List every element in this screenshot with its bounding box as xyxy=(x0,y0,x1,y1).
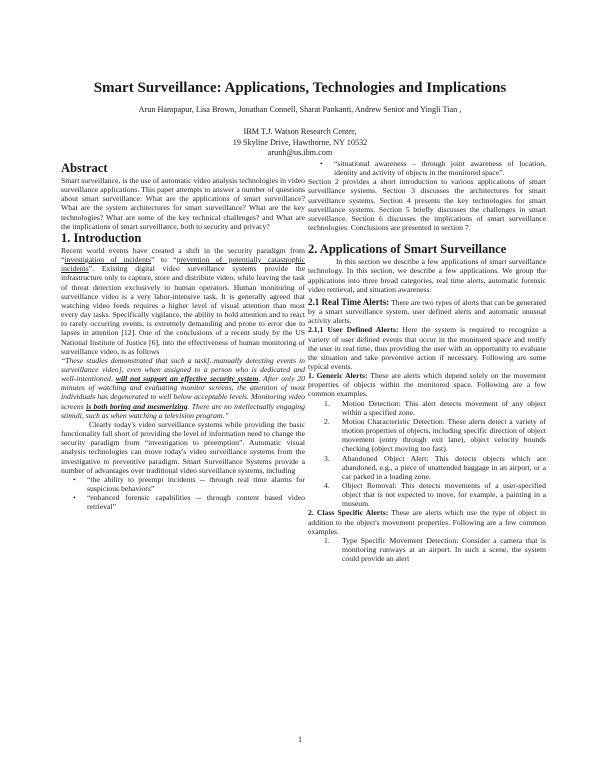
emphasis-text: investigation of incidents xyxy=(64,255,152,265)
affiliation-line: IBM T.J. Watson Research Center, xyxy=(243,127,357,136)
section-paragraph: In this section we describe a few applications of smart surveillance technology. In this section, we describe a few applications. We group the applications into three broad categories, real time alerts, automatic forensic video retrieval, and situation awareness. xyxy=(308,257,546,294)
intro-paragraph: Section 2 provides a short introduction to various applications of smart surveillance systems. Section 3 discusses the architectures for smart surveillance systems. Section 4 presents the key technologies for smart surveillance systems. Section 5 briefly discusses the challenges in smart surveillance. Section 6 discusses the implications of smart surveillance technologies. Conclusions are presented in section 7. xyxy=(308,177,546,233)
intro-paragraph: Clearly today's video surveillance systems while providing the basic functionality fall short of providing the level of information need to change the security paradigm from “investigation to preemption”. Automatic visual analysis technologies can move today's video surveillance systems from the investigative to preventive paradigm. Smart Surveillance Systems provide a number of advantages over traditional video surveillance systems, including xyxy=(61,419,305,475)
paper-title: Smart Surveillance: Applications, Technologies and Implications xyxy=(93,80,507,96)
introduction-heading: 1. Introduction xyxy=(61,230,142,245)
affiliation-line: 19 Skyline Drive, Hawthorne, NY 10532 xyxy=(232,137,368,147)
list-item: • “the ability to preempt incidents -- through real time alarms for suspicious behaviors” xyxy=(61,475,305,493)
abstract-text: Smart surveillance, is the use of automatic video analysis technologies in video surveillance applications. This paper attempts to answer a number of questions about smart surveillance: What are the applications of smart surveillance? What are the system architectures for smart surveillance? What are the key technologies? What are some of the key technical challenges? and What are the implications of smart surveillance, both to security and privacy? xyxy=(61,176,305,231)
list-item: 3. Abandoned Object Alert: This detects objects which are abandoned, e.g., a piece of unattended baggage in an airport, or a car parked in a loading zone. xyxy=(324,453,546,481)
section-paragraph: 2. Class Specific Alerts: These are alerts which use the type of object in addition to the object's movement properties. Following are a few common examples. xyxy=(308,508,547,536)
emphasis-text: prevention of potentially catastrophic incidents xyxy=(61,255,306,274)
block-quote: “These studies demonstrated that such a task[..manually detecting events in surveillance video], even when assigned to a person who is dedicated and well-intentioned, will not support an effective security system. After only 20 minutes of watching and evaluating monitor screens, the attention of most individuals has degenerated to well below acceptable levels. Monitoring video screens is both boring and mesmerizing. There are no intellectually engaging stimuli, such as when watching a television program.” xyxy=(61,355,305,420)
section-paragraph: 2.1 Real Time Alerts: There are two types of alerts that can be generated by a smart surveillance system, user defined alerts and automatic unusual activity alerts. xyxy=(308,296,546,326)
intro-paragraph: Recent world events have created a shift in the security paradigm from “investigation of incidents” to “prevention of potentially catastrophic incidents”. Existing digital video surveillance systems provide the infrastructure only to capture, store and distribute video, while leaving the task of threat detection exclusively to human operators. Human monitoring of surveillance video is a very labor-intensive task. It is generally agreed that watching video feeds requires a higher level of visual attention than most every day tasks. Specifically vigilance, the ability to hold attention and to react to rarely occurring events, is extremely demanding and prone to error due to lapses in attention [12]. One of the conclusions of a recent study by the US National Institute of Justice [6], into the effectiveness of human monitoring of surveillance video, is as follows xyxy=(61,245,306,356)
page-number: 1 xyxy=(298,735,302,744)
right-column xyxy=(308,159,546,563)
affiliation-block xyxy=(0,127,600,159)
list-item: 2. Motion Characteristic Detection: These alerts detect a variety of motion properties of objects, including specific direction of object movement (entry through exit lane), object velocity bounds checking (object moving too fast). xyxy=(324,416,546,454)
author-email: arunh@us.ibm.com xyxy=(267,148,333,158)
subsection-heading: 2.1.1 User Defined Alerts: xyxy=(308,325,399,335)
abstract-heading: Abstract xyxy=(61,161,108,175)
subsection-heading: 2.1 Real Time Alerts: xyxy=(308,296,390,307)
author-list: Arun Hampapur, Lisa Brown, Jonathan Connell, Sharat Pankanti, Andrew Senior and Yingli Tian , xyxy=(138,105,462,114)
advantages-list-continued xyxy=(308,159,546,177)
left-column xyxy=(61,161,305,511)
applications-heading: 2. Applications of Smart Surveillance xyxy=(308,242,507,257)
list-item: 4. Object Removal: This detects movements of a user-specified object that is not expected to move, for example, a painting in a museum. xyxy=(324,481,546,509)
list-item: 1. Type Specific Movement Detection: Consider a camera that is monitoring runways at an airport. In such a scene, the system could provide an alert xyxy=(324,535,546,564)
list-item: 1. Motion Detection: This alert detects movement of any object within a specified zone. xyxy=(324,398,546,417)
list-item: • “situational awareness – through joint awareness of location, identity and activity of objects in the monitored space”. xyxy=(308,159,546,177)
class-alerts-list xyxy=(308,536,546,563)
advantages-list xyxy=(61,475,305,512)
list-item: • “enhanced forensic capabilities -- through content based video retrieval” xyxy=(61,493,305,511)
section-paragraph: 1. Generic Alerts: These are alerts which depend solely on the movement properties of objects within the monitored space. Following are a few common examples. xyxy=(308,371,546,399)
section-paragraph: 2.1.1 User Defined Alerts: Here the system is required to recognize a variety of user defined events that occur in the monitored space and notify the user in real time, thus providing the user with an opportunity to evaluate the situation and take preventive action if necessary. Following are some typical events. xyxy=(308,325,546,371)
generic-alerts-list xyxy=(308,399,546,509)
